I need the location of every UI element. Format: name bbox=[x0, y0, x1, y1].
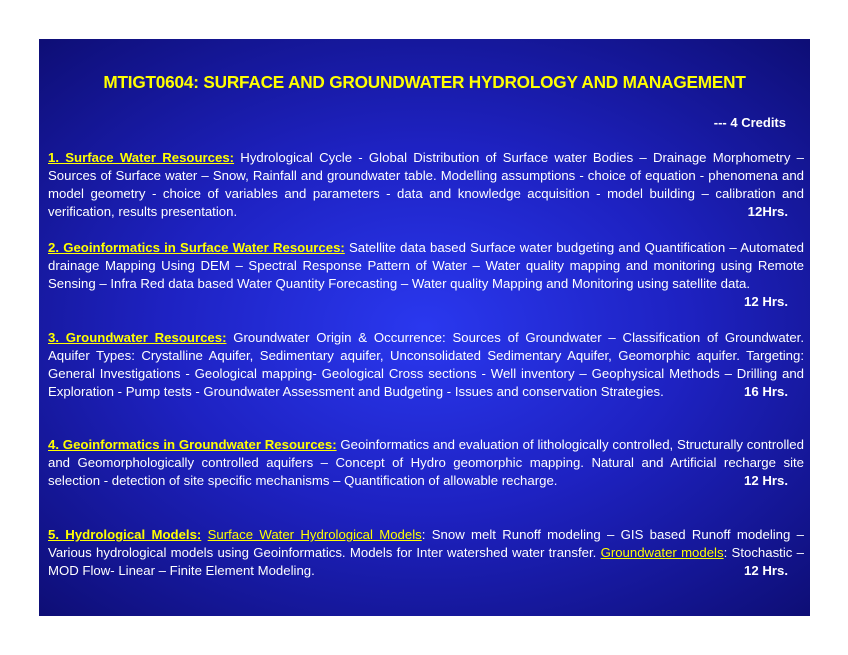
surface-water-models-subheading: Surface Water Hydrological Models bbox=[207, 527, 422, 542]
section-heading: 4. Geoinformatics in Groundwater Resources: bbox=[48, 437, 337, 452]
section-heading: 1. Surface Water Resources: bbox=[48, 150, 235, 165]
section-surface-water-resources bbox=[48, 149, 804, 221]
section-text: Groundwater Origin & Occurrence: Sources of Groundwater – Classification of Groundwater. Aquifer Types: Crystalline Aquifer, Sedimentary aquifer, Unconsolidated Sedimentary Aquifer, Geomorphic aquifer. Targeting: General Investigations - Geological mapping- Geological Cross sections - Well inventory – Geophysical Methods – Drilling and Exploration - Pump tests - Groundwater Assessment and Budgeting - Issues and conservation Strategies. bbox=[48, 330, 804, 399]
groundwater-models-subheading: Groundwater models bbox=[600, 545, 724, 560]
section-text: : Snow melt Runoff modeling – GIS based Runoff modeling – Various hydrological models using Geoinformatics. Models for Inter watershed water transfer. bbox=[48, 527, 804, 560]
section-text: : Stochastic – MOD Flow- Linear – Finite Element Modeling. bbox=[48, 545, 804, 578]
section-heading: 2. Geoinformatics in Surface Water Resources: bbox=[48, 240, 345, 255]
section-hours: 12 Hrs. bbox=[744, 294, 788, 309]
section-text: Hydrological Cycle - Global Distribution of Surface water Bodies – Drainage Morphometry – Sources of Surface water – Snow, Rainfall and groundwater table. Modelling assumptions - choice of equation - phenomena and model geometry - choice of variables and parameters - data and knowledge acquisition - model building – calibration and verification, results presentation. bbox=[48, 150, 804, 219]
section-geoinformatics-surface-water bbox=[48, 239, 804, 311]
section-text: Satellite data based Surface water budgeting and Quantification – Automated drainage Mapping Using DEM – Spectral Response Pattern of Water – Water quality mapping and monitoring using Remote Sensing – Infra Red data based Water Quantity Forecasting – Water quality Mapping and Monitoring using satellite data. bbox=[48, 240, 804, 291]
section-hours: 12Hrs. bbox=[747, 204, 788, 219]
section-heading: 5. Hydrological Models: bbox=[48, 527, 202, 542]
section-groundwater-resources bbox=[48, 329, 804, 401]
slide-title: MTIGT0604: SURFACE AND GROUNDWATER HYDROLOGY AND MANAGEMENT bbox=[103, 72, 746, 92]
section-geoinformatics-groundwater bbox=[48, 436, 804, 490]
section-heading: 3. Groundwater Resources: bbox=[48, 330, 227, 345]
slide bbox=[39, 39, 810, 616]
section-hours: 16 Hrs. bbox=[744, 384, 788, 399]
section-hours: 12 Hrs. bbox=[744, 473, 788, 488]
section-text: Geoinformatics and evaluation of lithologically controlled, Structurally controlled and Geomorphologically controlled aquifers – Concept of Hydro geomorphic mapping. Natural and Artificial recharge site selection - detection of site specific mechanisms – Quantification of allowable recharge. bbox=[48, 437, 804, 488]
credits-label: --- 4 Credits bbox=[713, 115, 786, 130]
section-hours: 12 Hrs. bbox=[744, 563, 788, 578]
section-hydrological-models bbox=[48, 526, 804, 580]
